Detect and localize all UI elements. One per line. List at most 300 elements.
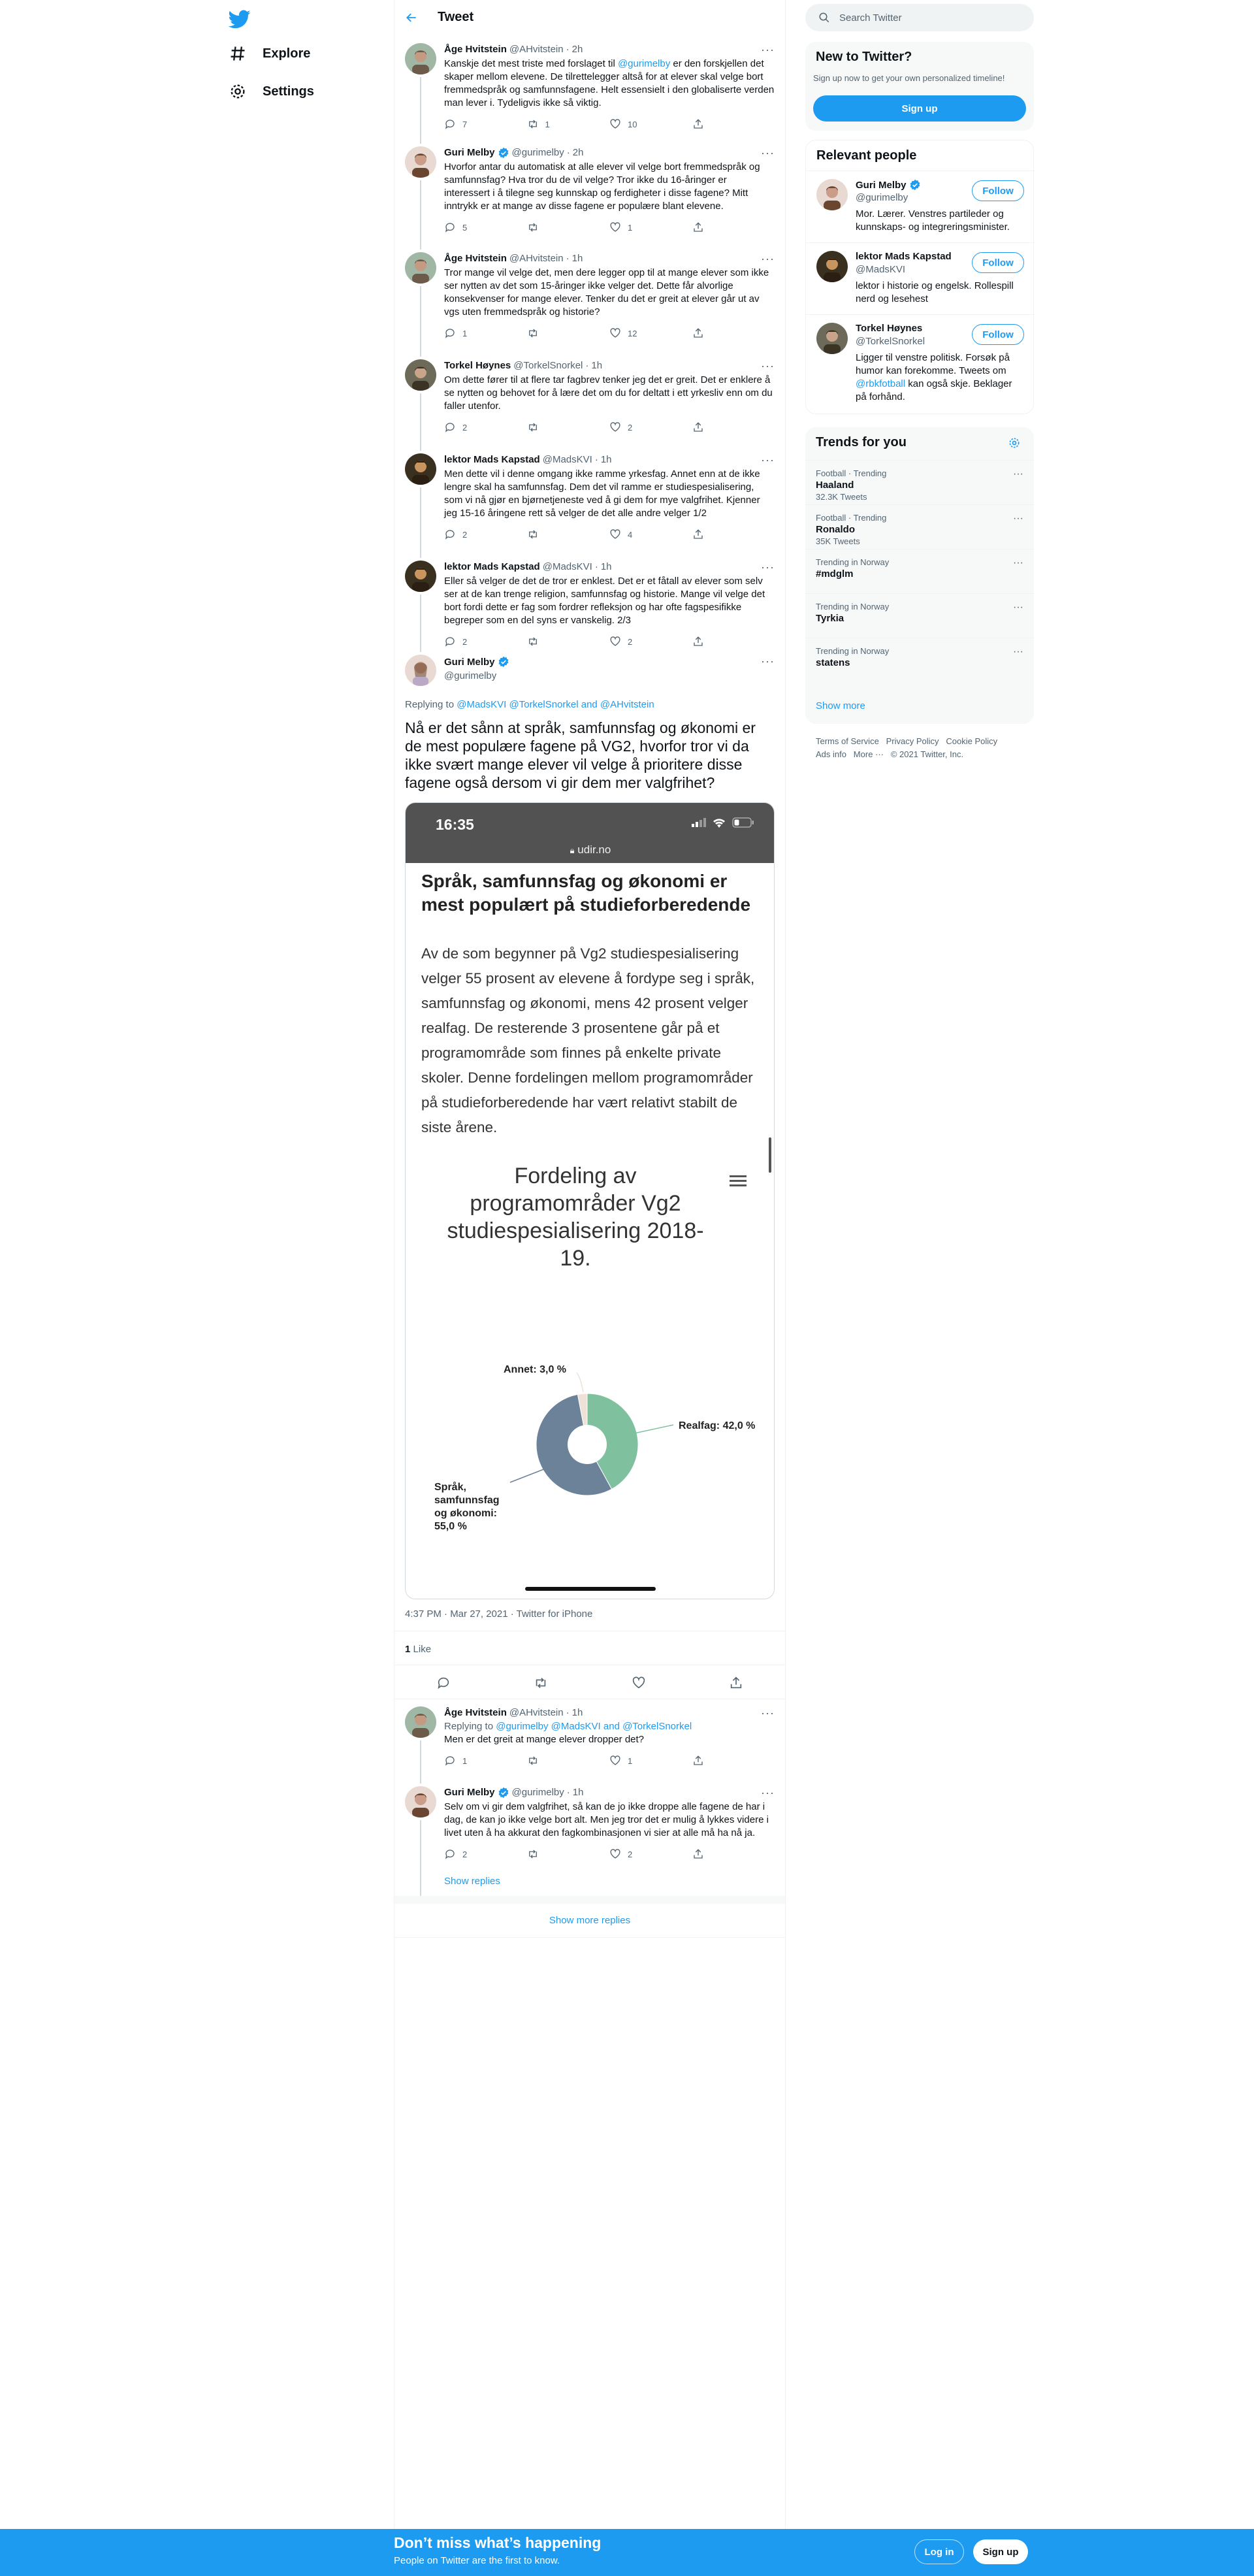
trend-name: Ronaldo <box>816 524 855 535</box>
trend-context: Trending in Norway <box>816 602 890 611</box>
like-action[interactable] <box>609 118 692 130</box>
banner-title: Don’t miss what’s happening <box>394 2534 602 2551</box>
relevant-person[interactable] <box>806 171 1035 242</box>
article-heading: Språk, samfunnsfag og økonomi er mest populært på studieforberedende <box>421 871 751 915</box>
trends-settings-gear-icon[interactable] <box>1008 436 1021 449</box>
share-icon <box>692 118 704 130</box>
like-action[interactable] <box>609 327 692 339</box>
trend-name: #mdglm <box>816 568 854 579</box>
section-separator <box>394 1896 785 1904</box>
new-to-twitter-title: New to Twitter? <box>816 50 912 64</box>
reply-count: 1 <box>462 328 468 338</box>
like-action[interactable] <box>609 636 692 647</box>
reply-actions <box>444 635 775 648</box>
reply-count: 2 <box>462 529 468 540</box>
separator-dot: · <box>566 44 570 55</box>
signal-icon <box>692 818 706 827</box>
replying-to-users[interactable]: @MadsKVI @TorkelSnorkel and @AHvitstein <box>457 699 654 710</box>
hashtag-icon <box>229 44 247 63</box>
verified-badge-icon <box>498 1787 509 1799</box>
battery-icon <box>732 817 754 828</box>
reply-action[interactable] <box>444 421 527 433</box>
replying-to <box>405 699 654 710</box>
reply-body <box>444 146 775 234</box>
more-options-icon[interactable]: ··· <box>1013 513 1023 524</box>
wifi-icon <box>713 818 726 828</box>
reply-text: Kanskje det mest triste med forslaget til @gurimelby er den forskjellen det skaper mellom elevene. De tilrettelegger altså for at elever skal velge bort fremmedspråk og samfunnsfagene. Helt essensielt i den globaliserte verden man lever i. Tydeligvis ikke så viktig. <box>444 58 775 108</box>
gear-icon <box>229 82 247 101</box>
main-tweet-text: Nå er det sånn at språk, samfunnsfag og økonomi er de mest populære fagene på VG2, hvorfor tror vi da ikke svært mange elever vil velge å prioritere disse fagene også dersom vi gir dem mer valgfrihet? <box>405 719 756 791</box>
tweet-image[interactable] <box>405 802 775 1599</box>
like-count: 1 <box>628 222 633 233</box>
retweet-icon[interactable] <box>534 1676 548 1690</box>
annet-leader-line <box>577 1373 583 1392</box>
retweet-icon <box>527 118 539 130</box>
reply-icon <box>444 421 456 433</box>
main-column <box>394 0 786 2576</box>
person-bio-part: Ligger til venstre politisk. Forsøk på humor kan forekomme. Tweets om <box>856 352 1010 376</box>
separator-dot: · <box>566 253 570 264</box>
like-count: 10 <box>628 119 637 129</box>
trend-item[interactable] <box>805 638 1034 682</box>
nav-explore[interactable] <box>229 37 310 71</box>
avatar[interactable] <box>405 359 436 391</box>
person-name[interactable]: lektor Mads Kapstad <box>856 251 952 262</box>
reply-icon <box>444 221 456 233</box>
show-replies-text[interactable]: Show replies <box>444 1876 500 1887</box>
author-handle[interactable]: @MadsKVI <box>542 454 592 465</box>
retweet-icon <box>527 1848 539 1860</box>
reply-body <box>444 561 775 648</box>
main-tweet-name-row <box>444 656 509 668</box>
reply-count: 7 <box>462 119 468 129</box>
person-bio: lektor i historie og engelsk. Rollespill nerd og lesehest <box>856 280 1014 304</box>
like-count: 1 <box>628 1755 633 1766</box>
search-icon <box>818 12 830 24</box>
verified-badge-icon <box>909 179 921 191</box>
separator-dot: · <box>594 454 598 465</box>
follow-button[interactable]: Follow <box>972 324 1024 345</box>
separator-dot: · <box>585 360 589 371</box>
more-options-icon[interactable]: ··· <box>761 655 775 668</box>
main-tweet-actions <box>394 1667 785 1699</box>
author-name[interactable]: Åge Hvitstein <box>444 44 507 55</box>
search-box[interactable] <box>805 4 1034 31</box>
retweet-icon <box>527 529 539 540</box>
reply-text: Om dette fører til at flere tar fagbrev tenker jeg det er greit. Det er enklere å se nytten og behovet for å lære det om du for deltatt i ett yrkesliv enn om du faller utenfor. <box>444 374 773 412</box>
author-name[interactable]: Åge Hvitstein <box>444 1707 507 1718</box>
relevant-people-card <box>805 140 1034 414</box>
footer-links-2[interactable]: Ads info More ··· © 2021 Twitter, Inc. <box>816 749 964 759</box>
separator-dot: · <box>566 1707 570 1718</box>
share-icon <box>692 327 704 339</box>
lock-icon: 🔒︎ <box>570 845 575 855</box>
trend-context: Trending in Norway <box>816 557 890 567</box>
search-input[interactable]: Search Twitter <box>839 12 902 24</box>
reply-header <box>444 453 775 466</box>
share-action[interactable] <box>692 636 775 647</box>
reply-count: 2 <box>462 1849 468 1859</box>
pie-chart <box>406 1307 775 1582</box>
separator-dot: · <box>594 561 598 572</box>
more-options-icon[interactable]: ··· <box>761 43 775 56</box>
retweet-icon <box>527 327 539 339</box>
share-icon <box>692 421 704 433</box>
thread-line <box>420 180 421 250</box>
trend-context: Football · Trending <box>816 468 887 478</box>
like-icon <box>609 118 621 130</box>
reply-actions <box>444 528 775 541</box>
trend-context: Trending in Norway <box>816 646 890 656</box>
trend-item[interactable] <box>805 593 1034 638</box>
new-to-twitter-card <box>805 42 1034 131</box>
reply-header <box>444 561 775 574</box>
retweet-action[interactable] <box>527 118 610 130</box>
replying-to-users[interactable]: @gurimelby @MadsKVI and @TorkelSnorkel <box>496 1721 692 1732</box>
reply-body <box>444 252 775 340</box>
relevant-person[interactable] <box>806 242 1035 314</box>
phone-url-bar <box>406 843 775 856</box>
nav-settings-label: Settings <box>263 84 314 99</box>
reply-header <box>444 359 775 372</box>
mention-link[interactable]: @gurimelby <box>617 58 671 69</box>
author-name[interactable]: Torkel Høynes <box>444 360 511 371</box>
avatar[interactable] <box>405 146 436 178</box>
person-name[interactable]: Guri Melby <box>856 179 907 191</box>
new-to-twitter-subtitle: Sign up now to get your own personalized timeline! <box>813 73 1005 83</box>
retweet-icon <box>527 1755 539 1767</box>
like-icon <box>609 1755 621 1767</box>
nav-settings[interactable] <box>229 74 314 108</box>
retweet-icon <box>527 421 539 433</box>
tweet-time[interactable]: 1h <box>571 253 583 264</box>
like-count: 12 <box>628 328 637 338</box>
person-bio: Mor. Lærer. Venstres partileder og kunnskaps- og integreringsminister. <box>856 208 1010 233</box>
tweet-time[interactable]: 1h <box>591 360 603 371</box>
follow-button[interactable]: Follow <box>972 180 1024 201</box>
reply-actions <box>444 1754 775 1767</box>
like-action[interactable] <box>609 221 692 233</box>
author-handle[interactable]: @AHvitstein <box>509 44 564 55</box>
tweet-time[interactable]: 1h <box>571 1707 583 1718</box>
reply-text: Men er det greit at mange elever dropper det? <box>444 1734 645 1745</box>
thread-line <box>420 595 421 652</box>
more-options-icon[interactable]: ··· <box>1013 557 1023 568</box>
like-action[interactable] <box>609 1848 692 1860</box>
back-arrow-icon[interactable] <box>405 11 418 24</box>
like-icon <box>609 636 621 647</box>
trends-title: Trends for you <box>816 435 907 449</box>
author-name[interactable]: lektor Mads Kapstad <box>444 454 540 465</box>
retweet-count: 1 <box>545 119 550 129</box>
likes-count: 1 <box>405 1644 411 1655</box>
reply-icon <box>444 1755 456 1767</box>
chart-menu-icon[interactable] <box>730 1174 747 1188</box>
person-name-row <box>856 323 922 334</box>
trend-item[interactable] <box>805 460 1034 504</box>
trend-item[interactable] <box>805 549 1034 593</box>
share-action[interactable] <box>692 118 775 130</box>
separator-dot: · <box>566 1787 570 1798</box>
author-handle[interactable]: @gurimelby <box>511 147 564 158</box>
reply-body <box>444 453 775 541</box>
person-bio-part: kan også skje. Beklager på forhånd. <box>856 378 1012 402</box>
scrollbar-thumb <box>769 1137 771 1173</box>
home-indicator <box>525 1587 656 1591</box>
login-button[interactable]: Log in <box>914 2539 964 2564</box>
retweet-action[interactable] <box>527 1848 610 1860</box>
reply-icon <box>444 327 456 339</box>
replying-to-prefix: Replying to <box>444 1721 494 1732</box>
like-icon <box>609 327 621 339</box>
author-handle[interactable]: @TorkelSnorkel <box>513 360 583 371</box>
author-name[interactable]: Guri Melby <box>444 147 495 158</box>
retweet-action[interactable] <box>527 529 610 540</box>
reply-action[interactable] <box>444 221 527 233</box>
label-sprak-line-3: og økonomi: <box>434 1508 497 1519</box>
avatar[interactable] <box>405 1706 436 1738</box>
phone-url: udir.no <box>577 843 611 856</box>
like-icon <box>609 1848 621 1860</box>
like-icon <box>609 529 621 540</box>
reply-actions <box>444 118 775 131</box>
reply-count: 1 <box>462 1755 468 1766</box>
chart-title: Fordeling av programområder Vg2 studiespesialisering 2018-19. <box>447 1164 704 1271</box>
like-count: 2 <box>628 1849 633 1859</box>
reply-actions <box>444 1848 775 1861</box>
person-handle[interactable]: @TorkelSnorkel <box>856 336 925 347</box>
like-action[interactable] <box>609 421 692 433</box>
reply-icon[interactable] <box>436 1676 451 1690</box>
reply-action[interactable] <box>444 118 527 130</box>
reply-count: 5 <box>462 222 468 233</box>
reply-action[interactable] <box>444 1848 527 1860</box>
more-options-icon[interactable]: ··· <box>761 146 775 159</box>
share-icon <box>692 636 704 647</box>
author-handle[interactable]: @AHvitstein <box>509 253 564 264</box>
thread-line <box>420 1820 421 1899</box>
reply-body <box>444 1786 775 1861</box>
phone-status-bar <box>406 803 775 863</box>
thread-line <box>420 77 421 144</box>
like-action[interactable] <box>609 529 692 540</box>
show-more-replies[interactable] <box>394 1904 785 1938</box>
reply-action[interactable] <box>444 636 527 647</box>
label-sprak-line-4: 55,0 % <box>434 1521 467 1532</box>
reply-count: 2 <box>462 636 468 647</box>
trends-show-more[interactable] <box>816 700 865 711</box>
retweet-action[interactable] <box>527 1755 610 1767</box>
author-name[interactable]: Guri Melby <box>444 1787 495 1798</box>
share-icon <box>692 1848 704 1860</box>
label-annet: Annet: 3,0 % <box>504 1364 567 1375</box>
reply-body <box>444 43 775 131</box>
trend-name: Tyrkia <box>816 613 844 624</box>
likes-count-row[interactable] <box>405 1644 431 1655</box>
author-handle[interactable]: @gurimelby <box>511 1787 564 1798</box>
more-options-icon[interactable]: ··· <box>761 1786 775 1799</box>
thread-line <box>420 1740 421 1784</box>
more-options-icon[interactable]: ··· <box>1013 468 1023 480</box>
avatar[interactable] <box>405 252 436 284</box>
share-action[interactable] <box>692 327 775 339</box>
label-sprak-line-2: samfunnsfag <box>434 1495 500 1506</box>
label-sprak-line-1: Språk, <box>434 1482 466 1493</box>
trends-show-more-text[interactable]: Show more <box>816 700 865 711</box>
avatar[interactable] <box>405 1786 436 1818</box>
avatar[interactable] <box>405 561 436 592</box>
more-options-icon[interactable]: ··· <box>1013 602 1023 613</box>
label-realfag: Realfag: 42,0 % <box>679 1420 756 1431</box>
more-options-icon[interactable]: ··· <box>761 561 775 574</box>
author-name[interactable]: lektor Mads Kapstad <box>444 561 540 572</box>
trend-count: 32.3K Tweets <box>816 492 867 502</box>
share-icon[interactable] <box>729 1676 743 1690</box>
share-action[interactable] <box>692 221 775 233</box>
person-name-row <box>856 179 921 191</box>
reply-icon <box>444 118 456 130</box>
signup-button[interactable]: Sign up <box>973 2539 1028 2564</box>
person-handle[interactable]: @MadsKVI <box>856 264 906 275</box>
reply-header <box>444 1706 775 1720</box>
author-name[interactable]: Åge Hvitstein <box>444 253 507 264</box>
share-icon <box>692 221 704 233</box>
reply-icon <box>444 636 456 647</box>
avatar[interactable] <box>405 655 436 686</box>
more-options-icon[interactable]: ··· <box>1013 646 1023 657</box>
person-bio <box>856 351 1025 404</box>
more-options-icon[interactable]: ··· <box>761 1706 775 1720</box>
page-title: Tweet <box>438 10 474 24</box>
trends-card <box>805 427 1034 724</box>
tweet-time[interactable]: 2h <box>571 44 583 55</box>
trend-item[interactable] <box>805 504 1034 549</box>
tweet-time[interactable]: 1h <box>600 454 612 465</box>
share-action[interactable] <box>692 529 775 540</box>
reply-header <box>444 1786 775 1799</box>
author-name[interactable]: Guri Melby <box>444 656 495 668</box>
reply-actions <box>444 327 775 340</box>
reply-action[interactable] <box>444 327 527 339</box>
likes-label: Like <box>413 1644 432 1655</box>
author-handle[interactable]: @MadsKVI <box>542 561 592 572</box>
more-options-icon[interactable]: ··· <box>761 359 775 372</box>
reply-count: 2 <box>462 422 468 432</box>
share-action[interactable] <box>692 1755 775 1767</box>
trend-context: Football · Trending <box>816 513 887 523</box>
share-action[interactable] <box>692 1848 775 1860</box>
reply-header <box>444 252 775 265</box>
person-bio-link[interactable]: @rbkfotball <box>856 378 906 389</box>
more-options-icon[interactable]: ··· <box>761 453 775 466</box>
share-action[interactable] <box>692 421 775 433</box>
share-icon <box>692 529 704 540</box>
reply-text: Men dette vil i denne omgang ikke ramme yrkesfag. Annet enn at de ikke lengre skal ha samfunnsfag. Dem det vil ramme er studiespesialisering, som vi nå gjør en bjørnetjeneste ved å gi dem for mye valgfrihet. Kjenner jeg 15-16 åringene rett så velger de det alle andre velger 1/2 <box>444 468 760 519</box>
reply-header <box>444 146 775 159</box>
author-handle[interactable]: @AHvitstein <box>509 1707 564 1718</box>
person-name-row <box>856 251 952 262</box>
banner-subtitle: People on Twitter are the first to know. <box>394 2555 560 2566</box>
separator-dot: · <box>566 147 570 158</box>
avatar[interactable] <box>816 251 848 282</box>
show-replies-link[interactable] <box>444 1876 500 1887</box>
retweet-action[interactable] <box>527 636 610 647</box>
retweet-icon <box>527 636 539 647</box>
person-handle[interactable]: @gurimelby <box>856 192 908 203</box>
reply-action[interactable] <box>444 1755 527 1767</box>
reply-actions <box>444 221 775 234</box>
verified-badge-icon <box>498 656 509 668</box>
verified-badge-icon <box>498 147 509 159</box>
avatar[interactable] <box>405 43 436 74</box>
reply-text: Eller så velger de det de tror er enklest. Det er et fåtall av elever som selv ser at de kan trenge religion, samfunnsfag og historie. Mange vil velge det bort fordi dette er fag som fordrer refleksjon og har ofte fagspesifikke begreper som en del syns er vanskelig. 2/3 <box>444 576 765 626</box>
trend-name: statens <box>816 657 850 668</box>
phone-time: 16:35 <box>436 816 474 833</box>
replying-to-prefix: Replying to <box>405 699 455 710</box>
signup-banner <box>0 2529 1254 2576</box>
thread-line <box>420 487 421 558</box>
like-count: 2 <box>628 422 633 432</box>
like-icon[interactable] <box>632 1676 646 1690</box>
replying-to <box>444 1721 775 1732</box>
reply-text: Hvorfor antar du automatisk at alle elever vil velge bort fremmedspråk og samfunnsfag? Hva tror du de vil velge? Tror ikke du 16-åringer er interessert i å tilegne seg kunnskap og ferdigheter i disse fagene? Mitt inntrykk er at mange av disse fagene er populære blant elevene. <box>444 161 760 212</box>
reply-actions <box>444 421 775 434</box>
relevant-people-title: Relevant people <box>816 148 917 163</box>
show-more-replies-text[interactable]: Show more replies <box>549 1915 631 1926</box>
tweet-timestamp[interactable]: 4:37 PM · Mar 27, 2021 · Twitter for iPhone <box>405 1608 593 1620</box>
avatar[interactable] <box>405 453 436 485</box>
reply-body <box>444 359 775 434</box>
author-handle[interactable]: @gurimelby <box>444 670 497 681</box>
article-page <box>406 863 775 1599</box>
trend-count: 35K Tweets <box>816 536 860 546</box>
like-icon <box>609 221 621 233</box>
reply-icon <box>444 529 456 540</box>
reply-action[interactable] <box>444 529 527 540</box>
sidebar-signup-button[interactable]: Sign up <box>813 95 1026 122</box>
like-icon <box>609 421 621 433</box>
person-name[interactable]: Torkel Høynes <box>856 323 923 334</box>
twitter-logo-icon[interactable] <box>229 8 255 34</box>
relevant-person[interactable] <box>806 314 1035 412</box>
reply-text: Selv om vi gir dem valgfrihet, så kan de jo ikke droppe alle fagene de har i dag, de kan jo ikke velge bort alt. Men jeg tror det er mulig å lykkes videre i livet uten å ha akkurat den fagkombinasjonen vi sier at alle må ha nå ja. <box>444 1801 769 1838</box>
retweet-action[interactable] <box>527 327 610 339</box>
like-action[interactable] <box>609 1755 692 1767</box>
more-options-icon[interactable]: ··· <box>761 252 775 265</box>
avatar[interactable] <box>816 323 848 354</box>
nav-explore-label: Explore <box>263 46 311 61</box>
share-icon <box>692 1755 704 1767</box>
reply-text: Tror mange vil velge det, men dere legger opp til at mange elever som ikke ser nytten av det som 15-åringer ikke velger det. Dette får alvorlige konsekvenser for mange elever. Tenker du det er greit at elever går ut av vgs uten fremmedspråk og historie? <box>444 267 769 318</box>
reply-header <box>444 43 775 56</box>
retweet-action[interactable] <box>527 221 610 233</box>
tweet-time[interactable]: 1h <box>600 561 612 572</box>
reply-body <box>444 1706 775 1767</box>
article-paragraph: Av de som begynner på Vg2 studiespesialisering velger 55 prosent av elevene å fordype seg i språk, samfunnsfag og økonomi, mens 42 prosent velger realfag. De resterende 3 prosentene går på et programområde som finnes på enkelte private skoler. Denne fordelingen mellom programområder på studieforberedende har vært relativt stabilt de siste årene. <box>421 945 755 1135</box>
like-count: 2 <box>628 636 633 647</box>
tweet-time[interactable]: 1h <box>572 1787 584 1798</box>
footer-links[interactable]: Terms of Service Privacy Policy Cookie Policy <box>816 736 998 746</box>
retweet-icon <box>527 221 539 233</box>
avatar[interactable] <box>816 179 848 210</box>
phone-status-icons <box>692 817 754 828</box>
retweet-action[interactable] <box>527 421 610 433</box>
thread-line <box>420 393 421 451</box>
tweet-time[interactable]: 2h <box>572 147 584 158</box>
page-header <box>394 0 785 35</box>
follow-button[interactable]: Follow <box>972 252 1024 273</box>
like-count: 4 <box>628 529 633 540</box>
